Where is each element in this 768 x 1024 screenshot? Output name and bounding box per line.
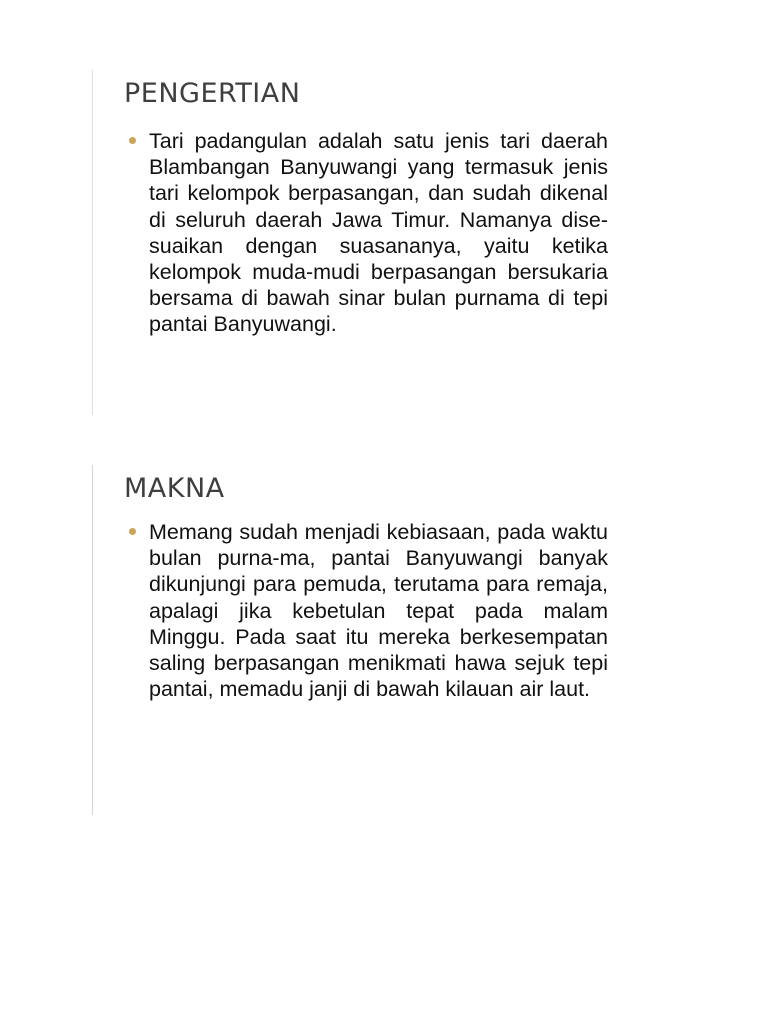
bullet-dot-icon [129, 528, 136, 535]
bullet-text: Memang sudah menjadi kebiasaan, pada waktu bulan purna-ma, pantai Banyuwangi banyak dikunjungi para pemuda, terutama para remaja, apalagi jika kebetulan tepat pada malam Minggu. Pada saat itu mereka berkesempatan saling berpasangan menikmati hawa sejuk tepi pantai, memadu janji di bawah kilauan air laut. [149, 520, 608, 702]
bullet-list [128, 519, 608, 702]
bullet-dot-icon [129, 137, 136, 144]
slide-edge-line [92, 465, 93, 815]
slide-pengertian [0, 0, 768, 430]
list-item [128, 128, 608, 338]
slide-edge-line [92, 70, 93, 415]
bullet-list [128, 128, 608, 338]
slide-makna [0, 455, 768, 815]
section-title: PENGERTIAN [124, 78, 301, 109]
bullet-text: Tari padangulan adalah satu jenis tari daerah Blambangan Banyuwangi yang termasuk jenis tari kelompok berpasangan, dan sudah dikenal di seluruh daerah Jawa Timur. Namanya dise-suaikan dengan suasananya, yaitu ketika kelompok muda-mudi berpasangan bersukaria bersama di bawah sinar bulan purnama di tepi pantai Banyuwangi. [149, 129, 608, 337]
list-item [128, 519, 608, 702]
section-title: MAKNA [124, 473, 225, 504]
